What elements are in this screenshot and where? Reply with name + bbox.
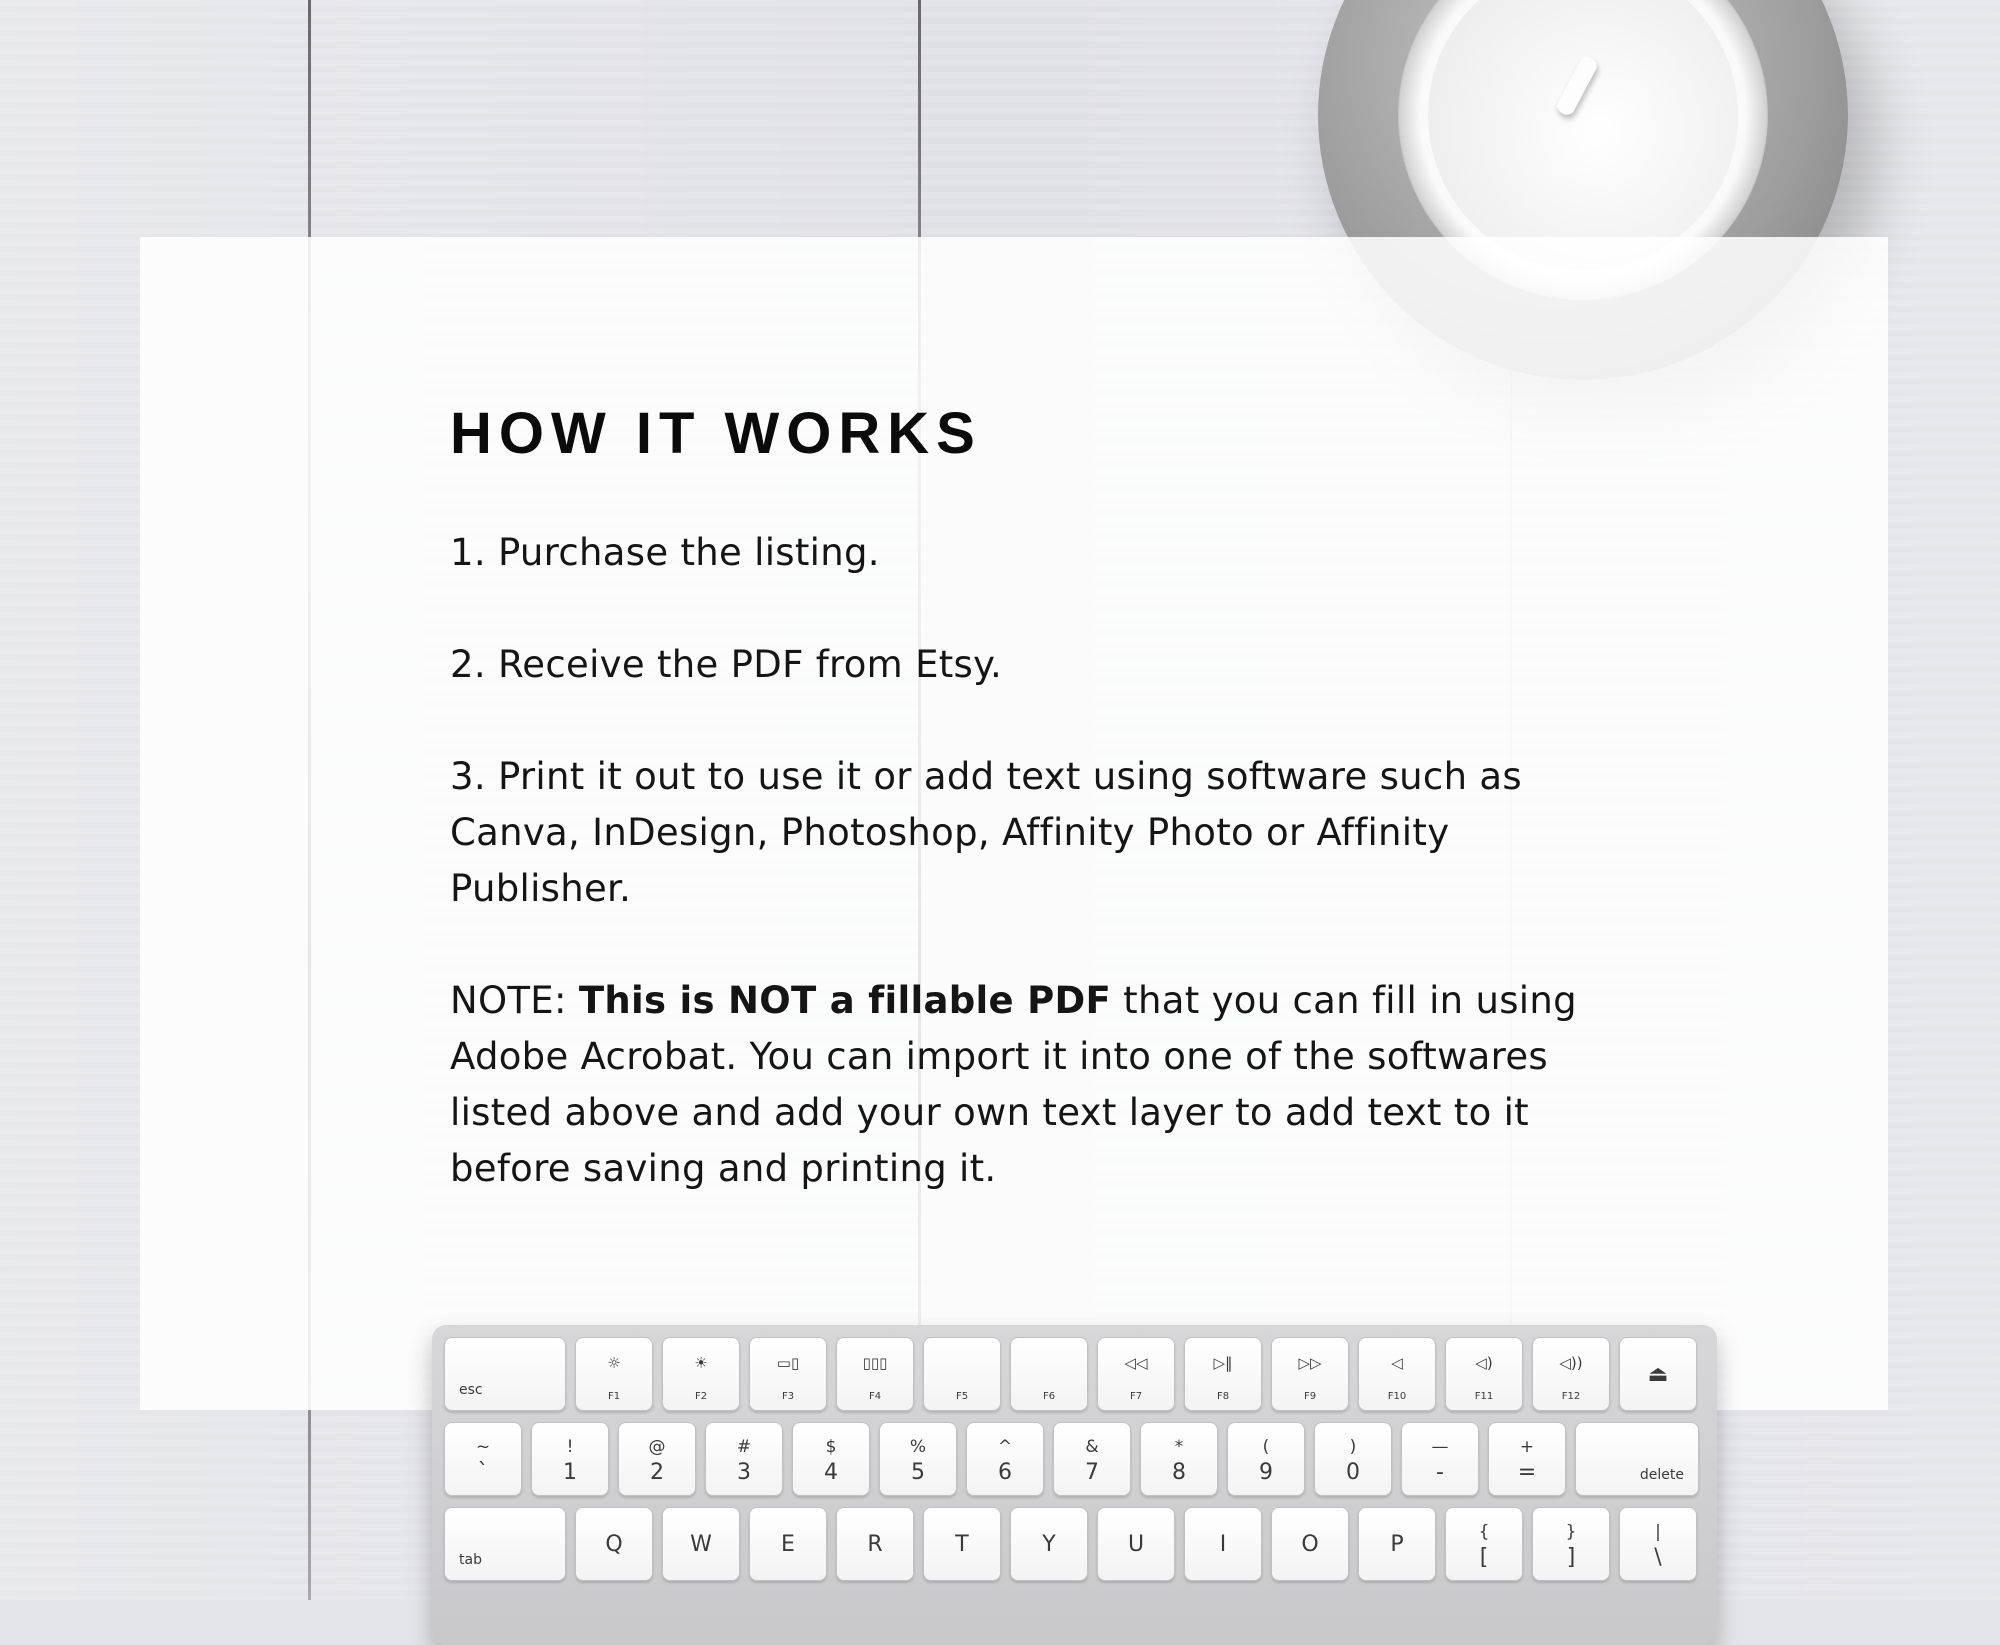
key-eject[interactable] [1619,1337,1697,1411]
key-f4[interactable] [836,1337,914,1411]
key-f6[interactable] [1010,1337,1088,1411]
key-e[interactable] [749,1507,827,1581]
key-label: F6 [1042,1391,1056,1402]
key-label: $ [825,1437,837,1457]
key-icon: ▭▯ [776,1354,800,1372]
letter-key-row [444,1507,1697,1581]
key-label: F8 [1216,1391,1230,1402]
key-label: 0 [1346,1460,1360,1485]
key-label: 5 [911,1460,925,1485]
key-y[interactable] [1010,1507,1088,1581]
key-label: 2 [650,1460,664,1485]
key-label: ~ [475,1437,491,1457]
key-label: I [1219,1532,1227,1557]
key-label: W [690,1532,712,1557]
key-bracket-0[interactable] [1445,1507,1523,1581]
key-label: ( [1262,1437,1270,1457]
key-8[interactable] [1140,1422,1218,1496]
page-title: HOW IT WORKS [450,401,982,466]
key-label: { [1478,1522,1490,1542]
key-icon: ◁ [1391,1354,1403,1372]
key-label: F7 [1129,1391,1143,1402]
key-label: 4 [824,1460,838,1485]
key-f12[interactable] [1532,1337,1610,1411]
key-label: 8 [1172,1460,1186,1485]
key-label: ! [566,1437,574,1457]
key-label: F2 [694,1391,708,1402]
function-key-row [444,1337,1697,1411]
key-icon: ◁)) [1559,1354,1583,1372]
key-r[interactable] [836,1507,914,1581]
eject-icon: ⏏ [1647,1362,1669,1387]
key-label: = [1517,1460,1537,1485]
key-label: ^ [997,1437,1013,1457]
key-label: E [781,1532,795,1557]
key-label: F10 [1387,1391,1407,1402]
key-label: delete [1639,1467,1684,1483]
key-label: & [1085,1437,1099,1457]
key-label: @ [648,1437,666,1457]
key-label: O [1301,1532,1319,1557]
key-7[interactable] [1053,1422,1131,1496]
step-two: 2. Receive the PDF from Etsy. [450,643,1003,686]
key-label: — [1431,1437,1449,1457]
key-9[interactable] [1227,1422,1305,1496]
key-label: 1 [563,1460,577,1485]
key-f11[interactable] [1445,1337,1523,1411]
key-label: U [1127,1532,1145,1557]
key-label: F3 [781,1391,795,1402]
key-label: F11 [1474,1391,1494,1402]
key-label: # [736,1437,752,1457]
keyboard [432,1325,1717,1645]
key-icon: ▷▷ [1298,1354,1322,1372]
key-bracket-1[interactable] [1532,1507,1610,1581]
key-i[interactable] [1184,1507,1262,1581]
key-f5[interactable] [923,1337,1001,1411]
key-u[interactable] [1097,1507,1175,1581]
key-label: Q [605,1532,623,1557]
key-10[interactable] [1314,1422,1392,1496]
key-5[interactable] [879,1422,957,1496]
key-label: P [1390,1532,1404,1557]
key-label: tab [459,1552,482,1568]
key-label: F12 [1561,1391,1581,1402]
key-12[interactable] [1488,1422,1566,1496]
key-label: 6 [998,1460,1012,1485]
key-label: 9 [1259,1460,1273,1485]
key-q[interactable] [575,1507,653,1581]
key-icon: ◁◁ [1124,1354,1148,1372]
key-label: - [1436,1460,1444,1485]
key-t[interactable] [923,1507,1001,1581]
key-tab[interactable] [444,1507,566,1581]
key-icon: ▯▯▯ [862,1354,888,1372]
key-label: ) [1349,1437,1357,1457]
note-emphasis: This is NOT a fillable PDF [578,979,1112,1022]
key-label: F4 [868,1391,882,1402]
key-1[interactable] [531,1422,609,1496]
instructions [450,400,1610,1253]
key-label: ` [477,1460,489,1485]
key-label: 3 [737,1460,751,1485]
key-esc[interactable] [444,1337,566,1411]
key-o[interactable] [1271,1507,1349,1581]
key-w[interactable] [662,1507,740,1581]
key-label: Y [1042,1532,1056,1557]
key-f2[interactable] [662,1337,740,1411]
key-label: 7 [1085,1460,1099,1485]
key-icon: ▷‖ [1213,1354,1233,1372]
key-2[interactable] [618,1422,696,1496]
key-f1[interactable] [575,1337,653,1411]
key-p[interactable] [1358,1507,1436,1581]
key-3[interactable] [705,1422,783,1496]
key-label: F5 [955,1391,969,1402]
key-f10[interactable] [1358,1337,1436,1411]
key-f3[interactable] [749,1337,827,1411]
key-label: | [1655,1522,1661,1542]
key-label: \ [1654,1545,1662,1570]
key-label: T [955,1532,969,1557]
key-0[interactable] [444,1422,522,1496]
key-label: R [867,1532,883,1557]
key-label: + [1519,1437,1535,1457]
key-bracket-2[interactable] [1619,1507,1697,1581]
key-icon: ◁) [1475,1354,1493,1372]
key-label: esc [459,1382,483,1398]
key-f9[interactable] [1271,1337,1349,1411]
key-f8[interactable] [1184,1337,1262,1411]
step-one: 1. Purchase the listing. [450,531,880,574]
note-prefix: NOTE: [450,979,579,1022]
key-label: * [1174,1437,1184,1457]
note-text: that you can fill in using Adobe Acrobat. You can import it into one of the softwares listed above and add your own text layer to add text to it before saving and printing it. [450,979,1577,1190]
key-label: F1 [607,1391,621,1402]
note-paragraph [450,973,1610,1197]
key-11[interactable] [1401,1422,1479,1496]
key-label: F9 [1303,1391,1317,1402]
key-label: } [1565,1522,1577,1542]
number-key-row [444,1422,1699,1496]
key-6[interactable] [966,1422,1044,1496]
key-4[interactable] [792,1422,870,1496]
key-icon: ☀ [694,1354,708,1372]
key-label: % [909,1437,927,1457]
key-label: ] [1566,1545,1576,1570]
step-three: 3. Print it out to use it or add text using software such as Canva, InDesign, Photoshop, Affinity Photo or Affinity Publisher. [450,755,1522,910]
candle-wax [1428,0,1738,270]
key-icon: ☼ [607,1354,621,1372]
candle-wick [1554,54,1599,117]
key-label: [ [1479,1545,1489,1570]
key-delete[interactable] [1575,1422,1699,1496]
key-f7[interactable] [1097,1337,1175,1411]
